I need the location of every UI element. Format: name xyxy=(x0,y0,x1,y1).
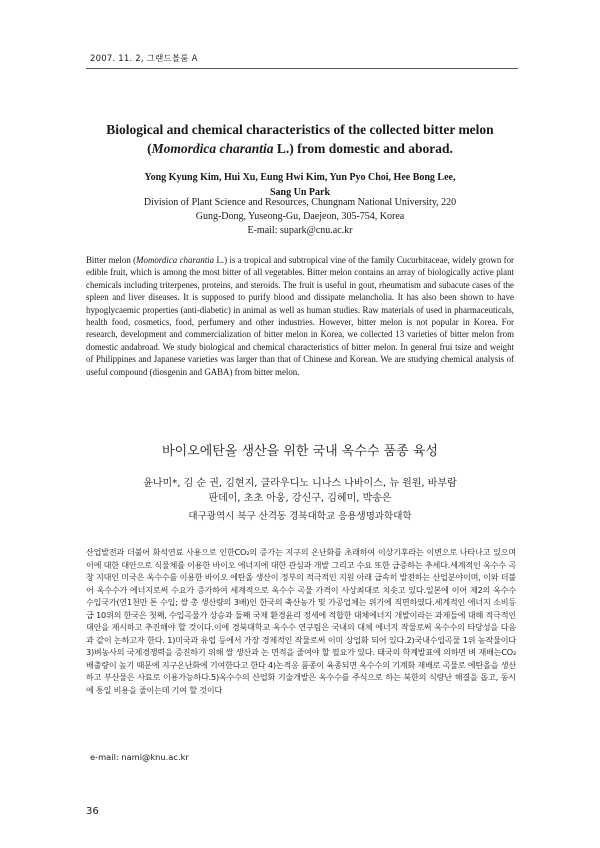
affiliation-line-1: Division of Plant Science and Resources, Chungnam National University, 220 xyxy=(143,197,457,208)
korean-affiliation: 대구광역시 북구 산격동 경북대학교 응용생명과학대학 xyxy=(188,511,412,522)
affiliation-line-2: Gung-Dong, Yuseong-Gu, Daejeon, 305-754, Korea xyxy=(195,211,405,222)
english-title xyxy=(70,120,530,158)
english-affiliation xyxy=(100,196,500,238)
abstract-lead: Bitter melon ( xyxy=(86,255,137,265)
abstract-text: L.) is a tropical and subtropical vine of the family Cucurbitaceae, widely grown for edible fruit, which is among the most bitter of all vegetables. Bitter melon contains an array of biologically active plant chemicals including triterpenes, proteins, and steroids. The fruit is useful in gout, rheumatism and subacute cases of the spleen and liver diseases. It is supposed to purify blood and dissipate melancholia. It has also been shown to have hypoglycaemic properties (anti-diabetic) in animal as well as human studies. Raw materials of used in pharmaceuticals, health food, cosmetics, food, perfumery and other industries. However, bitter melon is not popular in Korea. For research, development and commercialization of bitter melon in Korea, we collected 13 varieties of bitter melon from domestic andabroad. We study biological and chemical characteristics of bitter melon. In general frui tsize and weight of Philippines and Japanese varieties was larger than that of Chinese and Korean. We are studying chemical analysis of useful compound (diosgenin and GABA) from bitter melon. xyxy=(86,255,515,377)
title-open-paren: ( xyxy=(147,141,152,156)
korean-authors-line-1: 윤나미*, 김 순 권, 김현지, 클라우디노 니나스 나바이스, 뉴 원원, 바부람 xyxy=(143,478,457,489)
header-rule xyxy=(86,68,518,69)
title-line-1: Biological and chemical characteristics of the collected bitter melon xyxy=(106,122,494,137)
korean-authors xyxy=(86,476,514,506)
authors-line-2: Sang Un Park xyxy=(269,187,330,198)
korean-authors-line-2: 판데이, 초초 아웅, 강신구, 김혜미, 박송은 xyxy=(208,493,392,504)
english-email: E-mail: supark@cnu.ac.kr xyxy=(247,225,353,236)
korean-title: 바이오에탄올 생산을 위한 국내 옥수수 품종 육성 xyxy=(162,444,438,459)
korean-email: e-mail: nami@knu.ac.kr xyxy=(90,752,189,762)
title-species: Momordica charantia xyxy=(151,141,274,156)
korean-abstract-text: 산업발전과 더불어 화석연료 사용으로 인한CO₂의 증가는 지구의 온난화를 초래하여 이상기후라는 이변으로 나타나고 있으며 이에 대한 대안으로 식물체를 이용한 바이오 에너지에 대한 관심과 개발 그리고 수요 또한 급증하는 추세다.세계적인 옥수수 곡창 지대인 미국은 옥수수를 이용한 바이오 에탄올 생산이 정부의 적극적인 지원 아래 급속히 발전하는 산업분야이며, 이와 더불어 옥수수가 에너지로써 수요가 증가하여 세계적으로 옥수수 곡물 가격이 사상최대로 치솟고 있다.일본에 이어 제2의 옥수수 수입국가(연1천만 톤 수입; 쌀 총 생산량의 3배)인 한국의 축산농가 및 가공업체는 위기에 직면하였다.세계적인 에너지 소비등급 10위의 한국은 첫째, 수입곡물가 상승과 둘째 국제 환경윤리 정세에 적합한 대체에너지 개발이라는 과제들에 대해 적극적인 대안을 제시하고 추진해야 할 것이다.이에 경북대학교 옥수수 연구팀은 국내의 대체 에너지 작물로써 옥수수의 타당성을 다음과 같이 논하고자 한다. 1)미국과 유럽 등에서 가장 경제적인 작물로써 이미 상업화 되어 있다.2)국내수입곡물 1위 농작물이다 3)벼농사의 국제경쟁력을 증진하기 위해 쌀 생산과 논 면적을 줄여야 할 필요가 있다. 태국의 학계발표에 의하면 벼 재배는CO₂ 배출량이 높기 때문에 지구온난화에 기여한다고 한다 4)논적응 품종이 육종되면 옥수수의 기계화 재배로 곡물로 에탄올을 생산하고 부산물은 사료로 이용가능하다.5)옥수수의 산업화 기술개발은 옥수수를 주식으로 하는 북한의 식량난 해결을 돕고, 동시에 통일 비용을 줄이는데 기여 할 것이다 xyxy=(86,547,516,695)
page-number: 36 xyxy=(86,806,99,817)
title-line-2-rest: L.) from domestic and aborad. xyxy=(273,141,453,156)
abstract-species: Momordica charantia xyxy=(136,255,215,265)
english-abstract xyxy=(86,254,514,378)
korean-abstract xyxy=(86,546,516,696)
running-header: 2007. 11. 2, 그랜드볼룸 A xyxy=(90,54,198,64)
authors-line-1: Yong Kyung Kim, Hui Xu, Eung Hwi Kim, Yun Pyo Choi, Hee Bong Lee, xyxy=(144,172,456,183)
